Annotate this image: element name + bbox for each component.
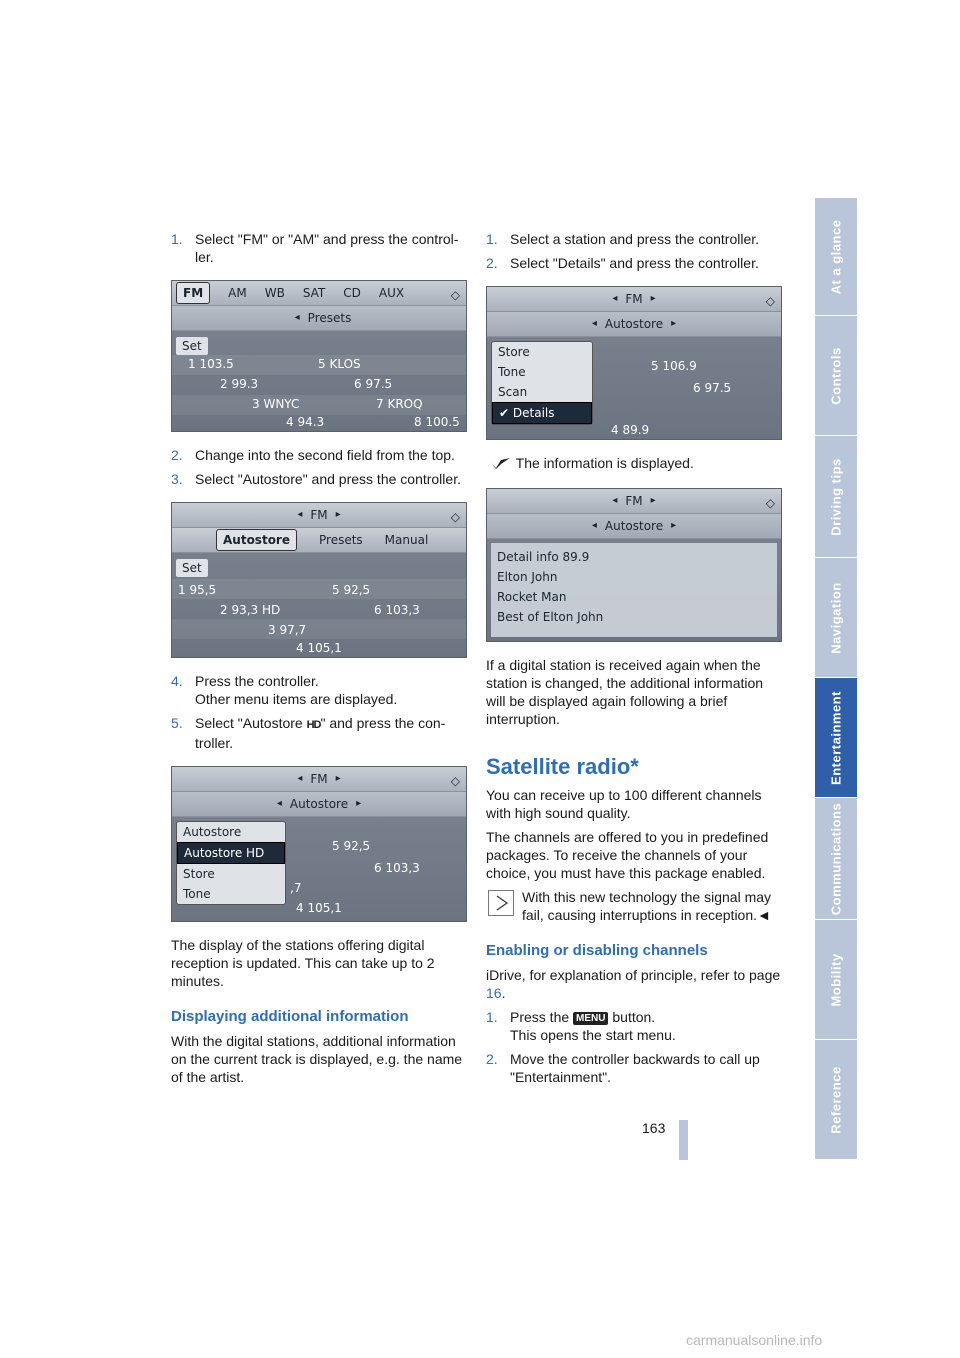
paragraph: You can receive up to 100 different channels with high sound quality. [486,787,762,821]
right-arrow-icon: ▸ [335,509,341,520]
step-text: Select "Autostore [195,715,307,731]
menu-item-store: Store [183,867,215,881]
step-select-station [486,230,782,248]
step-number: 2. [486,255,498,271]
step-text: Select "Details" and press the controller. [510,255,759,271]
sidebar-item-navigation[interactable] [815,558,857,678]
fm-label: FM [625,292,643,306]
sidebar-item-reference[interactable] [815,1040,857,1160]
menu-item-details [492,402,592,424]
station-row: 8 100.5 [414,415,460,429]
right-arrow-icon: ▸ [650,495,656,506]
step-move-controller [486,1050,782,1086]
tab-am: AM [228,286,247,300]
chapter-sidebar [815,198,857,1160]
tab-manual: Manual [384,533,429,547]
station-row: 6 97.5 [354,377,393,391]
tab-aux: AUX [378,286,405,300]
detail-title: Detail info 89.9 [497,550,590,564]
step-text: Press the controller. [195,673,319,689]
paragraph: If a digital station is received again when the station is changed, the additional information will be displayed again following a brief interruption. [486,657,764,727]
left-arrow-icon: ◂ [591,318,597,329]
note-text: With this new technology the signal may fail, causing interruptions in reception.◄ [522,889,772,923]
detail-panel [487,539,781,641]
watermark: carmanualsonline.info [686,1332,823,1348]
step-text: Press the [510,1009,574,1025]
step-press-menu [486,1008,782,1044]
station-row: 3 97,7 [268,623,307,637]
info-displayed [486,454,782,474]
autostore-label: Autostore [604,317,664,331]
set-label: Set [176,337,208,355]
autostore-label: Autostore [604,519,664,533]
step-number: 1. [486,231,498,247]
fm-label: FM [625,494,643,508]
station-list [487,337,781,439]
sidebar-label: Entertainment [828,690,844,785]
left-arrow-icon: ◂ [591,520,597,531]
station-row: 1 103.5 [188,357,234,371]
menu-item-autostore-hd: Autostore HD [177,842,285,864]
station-list [172,553,466,657]
corner-arrows-icon: ◇ [450,288,460,302]
station-row: 6 97.5 [693,381,732,395]
step-number: 2. [486,1051,498,1067]
step-text: Select "Autostore" and press the controller. [195,471,461,487]
note-triangle-icon [488,890,514,916]
page-number: 163 [642,1120,666,1136]
detail-album: Best of Elton John [497,610,604,624]
context-menu [491,341,593,425]
station-row: 7 KROQ [376,397,423,411]
sidebar-item-communications[interactable] [815,798,857,920]
menu-button-icon: MENU [573,1012,608,1025]
left-arrow-icon: ◂ [276,798,282,809]
tab-wb: WB [264,286,285,300]
left-arrow-icon: ◂ [297,773,303,784]
step-press-controller [171,672,466,708]
fm-label: FM [310,508,328,522]
page-link[interactable]: 16 [486,985,502,1001]
source-tabs [172,281,466,306]
right-arrow-icon: ▸ [356,798,362,809]
step-text: Change into the second field from the top. [195,447,455,463]
step-select-autostore-hd [171,714,466,752]
paragraph-text: iDrive, for explanation of principle, refer to page [486,967,781,983]
step-number: 1. [486,1009,498,1025]
right-arrow-icon: ▸ [671,520,677,531]
sidebar-label: Navigation [828,581,844,654]
station-row: 2 93,3 HD [220,603,281,617]
idrive-screen-autostore [171,502,467,658]
left-arrow-icon: ◂ [612,495,618,506]
sidebar-item-controls[interactable] [815,316,857,436]
detail-info-box [491,543,777,637]
station-list [172,817,466,921]
tab-fm: FM [176,282,210,304]
station-row: 4 89.9 [611,423,650,437]
menu-item-scan: Scan [498,385,528,399]
info-text: The information is displayed. [515,455,694,471]
idrive-screen-detail-info [486,488,782,642]
fm-bar [487,489,781,514]
sidebar-item-mobility[interactable] [815,920,857,1040]
details-label: Details [512,406,555,420]
corner-arrows-icon: ◇ [765,496,775,510]
sidebar-label: Reference [828,1065,844,1134]
presets-bar [172,306,466,331]
sidebar-label: Driving tips [828,457,844,536]
section-subheading: Enabling or disabling channels [486,942,708,959]
station-row: 5 92,5 [332,583,371,597]
sidebar-label: At a glance [828,219,844,294]
step-number: 4. [171,673,183,689]
step-number: 3. [171,471,183,487]
step-text-2: Other menu items are displayed. [195,691,398,707]
context-menu [176,821,286,905]
right-arrow-icon: ▸ [335,773,341,784]
hd-icon: HD [306,719,321,731]
station-row: 4 105,1 [296,641,342,655]
paragraph [486,966,782,1002]
station-row: 4 94.3 [286,415,325,429]
right-column [486,230,782,1092]
station-list [172,331,466,429]
set-label: Set [176,559,208,577]
section-heading: Satellite radio* [486,754,639,779]
step-number: 1. [171,231,183,247]
idrive-screen-autostore-menu [171,766,467,922]
fm-bar [172,503,466,528]
step-select-fm-am [171,230,466,266]
page-number-bar [679,1120,688,1160]
step-change-field [171,446,466,464]
station-row: 2 99.3 [220,377,259,391]
step-text: Select "FM" or "AM" and press the controller. [195,231,459,265]
detail-track: Rocket Man [497,590,567,604]
station-row: 3 WNYC [252,397,300,411]
tab-cd: CD [343,286,361,300]
fm-bar [487,287,781,312]
step-text-end: " and press the controller. [195,715,446,751]
menu-item-tone: Tone [183,887,211,901]
idrive-screen-presets [171,280,467,432]
menu-item-tone: Tone [498,365,526,379]
note [486,888,782,924]
idrive-screen-details-menu [486,286,782,440]
station-row: 1 95,5 [178,583,217,597]
step-number: 2. [171,447,183,463]
detail-artist: Elton John [497,570,558,584]
paragraph-end: . [501,985,506,1001]
paragraph: The display of the stations offering digital reception is updated. This can take up to 2 minutes. [171,937,435,989]
fm-label: FM [310,772,328,786]
step-text-2: This opens the start menu. [510,1027,676,1043]
section-heading: Displaying additional information [171,1008,409,1025]
paragraph: The channels are offered to you in predefined packages. To receive the channels of your choice, you must have this package enabled. [486,829,769,881]
sidebar-item-driving-tips[interactable] [815,436,857,558]
mode-tabs [172,528,466,553]
station-row: ,7 [290,881,302,895]
left-arrow-icon: ◂ [612,293,618,304]
left-arrow-icon: ◂ [297,509,303,520]
sidebar-item-entertainment[interactable] [815,678,857,798]
station-row: 5 92,5 [332,839,371,853]
menu-item-autostore: Autostore [183,825,242,839]
sidebar-label: Mobility [828,952,844,1007]
sidebar-label: Communications [828,802,844,915]
autostore-bar [487,514,781,539]
step-text: Select a station and press the controller. [510,231,760,247]
step-number: 5. [171,715,183,731]
fm-bar [172,767,466,792]
check-icon: ✔ [499,406,510,420]
tab-autostore: Autostore [216,529,297,551]
corner-arrows-icon: ◇ [450,510,460,524]
station-row: 6 103,3 [374,603,420,617]
paragraph: With the digital stations, additional information on the current track is displayed, e.g. the name of the artist. [171,1033,463,1085]
tab-sat: SAT [302,286,326,300]
sidebar-item-at-a-glance[interactable] [815,198,857,316]
station-row: 4 105,1 [296,901,342,915]
presets-label: Presets [307,311,352,325]
step-select-details [486,254,782,272]
tab-presets: Presets [319,533,363,547]
step-select-autostore [171,470,466,488]
autostore-bar [487,312,781,337]
station-row: 6 103,3 [374,861,420,875]
station-row: 5 106.9 [651,359,697,373]
sidebar-label: Controls [828,346,844,405]
step-text: Move the controller backwards to call up "Entertainment". [510,1051,760,1085]
menu-item-store: Store [498,345,530,359]
corner-arrows-icon: ◇ [450,774,460,788]
corner-arrows-icon: ◇ [765,294,775,308]
right-arrow-icon: ▸ [650,293,656,304]
left-column [171,230,466,1092]
station-row: 5 KLOS [318,357,361,371]
right-arrow-icon: ▸ [671,318,677,329]
check-icon [490,456,512,474]
left-arrow-icon: ◂ [294,312,300,323]
step-text-end: button. [608,1009,656,1025]
autostore-bar [172,792,466,817]
autostore-label: Autostore [289,797,349,811]
